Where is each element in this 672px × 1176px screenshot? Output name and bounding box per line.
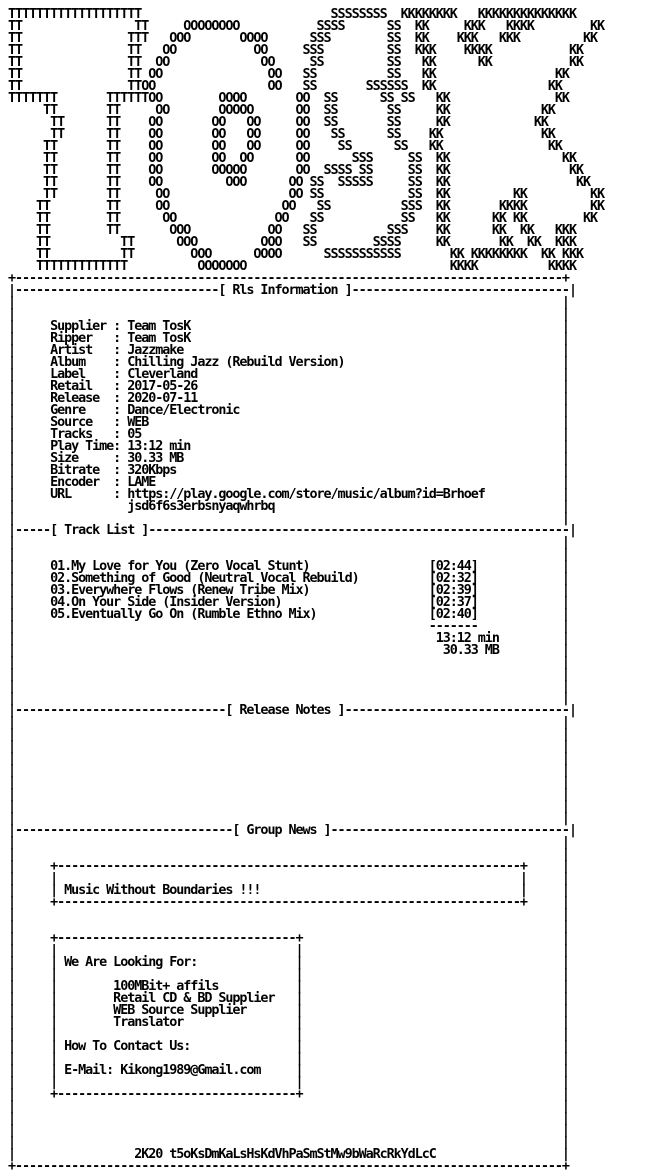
wanted-item: | | Retail CD & BD Supplier | |: [8, 991, 569, 1006]
section-header-group-news: |-------------------------------[ Group News ]----------------------------------|: [8, 823, 576, 838]
wanted-looking-for: | | We Are Looking For: | |: [8, 955, 569, 970]
track-row: | 02.Something of Good (Neutral Vocal Rebuild) [02:32] |: [8, 571, 569, 586]
info-ripper: | Ripper : Team TosK |: [8, 331, 569, 346]
top-rule: +------------------------------------------------------------------------------+: [8, 271, 569, 286]
blank-line: | |: [8, 727, 569, 742]
blank-line: | |: [8, 811, 569, 826]
wanted-email: | | E-Mail: Kikong1989@Gmail.com | |: [8, 1063, 569, 1078]
logo-line: TT TT OO OO SS SS KK KK KK: [8, 187, 605, 202]
blank-line: | |: [8, 739, 569, 754]
info-url: | URL : https://play.google.com/store/music/album?id=Brhoef |: [8, 487, 569, 502]
wanted-box-blank: | | | |: [8, 1051, 569, 1066]
section-header-release-notes: |------------------------------[ Release Notes ]--------------------------------|: [8, 703, 576, 718]
blank-line: | |: [8, 907, 569, 922]
blank-line: | |: [8, 655, 569, 670]
wanted-item: | | 100MBit+ affils | |: [8, 979, 569, 994]
info-label: | Label : Cleverland |: [8, 367, 569, 382]
info-supplier: | Supplier : Team TosK |: [8, 319, 569, 334]
track-row: | 04.On Your Side (Insider Version) [02:37] |: [8, 595, 569, 610]
logo-line: TT TT OOO OOOO SSSSSSSSSSS KK KKKKKKKK KK KKK: [8, 247, 583, 262]
track-row: | 03.Everywhere Flows (Renew Tribe Mix) [02:39] |: [8, 583, 569, 598]
logo-line: TTTTTTTTTTTTT OOOOOOO KKKK KKKK: [8, 259, 576, 274]
info-bitrate: | Bitrate : 320Kbps |: [8, 463, 569, 478]
info-source: | Source : WEB |: [8, 415, 569, 430]
info-encoder: | Encoder : LAME |: [8, 475, 569, 490]
info-album: | Album : Chilling Jazz (Rebuild Version) |: [8, 355, 569, 370]
logo-line: TT TT OOO OOO SS SSSS KK KK KK KKK: [8, 235, 576, 250]
logo-line: TT TT OOO OO SS SSS KK KK KK KKK: [8, 223, 576, 238]
logo-line: TT TT OO OO SS SS KK KK KK: [8, 55, 583, 70]
logo-line: TT TT OO OO SSS SS KKK KKKK KK: [8, 43, 583, 58]
logo-line: TT TT OO OO OO OO SS SS KK KK: [8, 127, 555, 142]
wanted-item: | | WEB Source Supplier | |: [8, 1003, 569, 1018]
info-release: | Release : 2020-07-11 |: [8, 391, 569, 406]
logo-line: TT TT OO OO SS SS KK KK KK KK: [8, 211, 597, 226]
logo-line: TT TT OO OO SS SSS KK KKKK KK: [8, 199, 605, 214]
wanted-box-top: | +----------------------------------+ |: [8, 931, 569, 946]
blank-line: | |: [8, 547, 569, 562]
logo-line: TT TT OO OO OO OO SS SS KK KK: [8, 115, 548, 130]
bottom-rule: +------------------------------------------------------------------------------+: [8, 1159, 569, 1174]
info-genre: | Genre : Dance/Electronic |: [8, 403, 569, 418]
blank-line: | |: [8, 1111, 569, 1126]
news-box-blank: | | | |: [8, 871, 569, 886]
news-box-top: | +------------------------------------------------------------------+ |: [8, 859, 569, 874]
track-row: | 01.My Love for You (Zero Vocal Stunt) [02:44] |: [8, 559, 569, 574]
info-play-time: | Play Time: 13:12 min |: [8, 439, 569, 454]
wanted-box-blank: | | | |: [8, 967, 569, 982]
logo-line: TT TTOO OO SS SSSSSS KK KK: [8, 79, 562, 94]
info-retail: | Retail : 2017-05-26 |: [8, 379, 569, 394]
nfo-document: [8, 9, 604, 1173]
info-url-continued: | jsd6f6s3erbsnyaqwhrbq |: [8, 499, 569, 514]
info-size: | Size : 30.33 MB |: [8, 451, 569, 466]
logo-line: TT TT OOOOOOOO SSSS SS KK KKK KKKK KK: [8, 19, 605, 34]
blank-line: | |: [8, 667, 569, 682]
blank-line: | |: [8, 1099, 569, 1114]
news-box-bottom: | +------------------------------------------------------------------+ |: [8, 895, 569, 910]
blank-line: | |: [8, 847, 569, 862]
logo-line: TT TT OO OO SS SS KK KK: [8, 67, 569, 82]
blank-line: | |: [8, 751, 569, 766]
blank-line: | |: [8, 535, 569, 550]
blank-line: | |: [8, 307, 569, 322]
signature-line: | 2K20 t5oKsDmKaLsHsKdVhPaSmStMw9bWaRcRkYdLcC |: [8, 1147, 569, 1162]
logo-line: TT TT OO OO OO OO SS SS KK KK: [8, 139, 562, 154]
track-total-time: | 13:12 min |: [8, 631, 569, 646]
logo-line: TT TT OO OOOOO OO SS SS KK KK: [8, 103, 555, 118]
wanted-box-blank: | | | |: [8, 1075, 569, 1090]
news-box-message: | | Music Without Boundaries !!! | |: [8, 883, 569, 898]
info-artist: | Artist : Jazzmake |: [8, 343, 569, 358]
info-tracks: | Tracks : 05 |: [8, 427, 569, 442]
wanted-box-blank: | | | |: [8, 943, 569, 958]
blank-line: | |: [8, 919, 569, 934]
blank-line: | |: [8, 715, 569, 730]
blank-line: | |: [8, 835, 569, 850]
blank-line: | |: [8, 691, 569, 706]
blank-line: | |: [8, 763, 569, 778]
track-row: | 05.Eventually Go On (Rumble Ethno Mix) [02:40] |: [8, 607, 569, 622]
blank-line: | |: [8, 1135, 569, 1150]
section-header-track-list: |-----[ Track List ]------------------------------------------------------------|: [8, 523, 576, 538]
blank-line: | |: [8, 511, 569, 526]
logo-line: TT TT OO OO OO OO SSS SS KK KK: [8, 151, 576, 166]
wanted-box-bottom: | +----------------------------------+ |: [8, 1087, 569, 1102]
logo-line: TT TT OO OOO OO SS SSSSS SS KK KK: [8, 175, 590, 190]
section-header-rls-information: |-----------------------------[ Rls Information ]-------------------------------|: [8, 283, 576, 298]
logo-line: TT TTT OOO OOOO SSS SS KK KKK KKK KK: [8, 31, 597, 46]
blank-line: | |: [8, 1123, 569, 1138]
logo-line: TT TT OO OOOOO OO SSSS SS SS KK KK: [8, 163, 583, 178]
blank-line: | |: [8, 775, 569, 790]
blank-line: | |: [8, 799, 569, 814]
track-total-rule: | ------- |: [8, 619, 569, 634]
blank-line: | |: [8, 787, 569, 802]
blank-line: | |: [8, 295, 569, 310]
track-total-size: | 30.33 MB |: [8, 643, 569, 658]
wanted-box-blank: | | | |: [8, 1027, 569, 1042]
wanted-item: | | Translator | |: [8, 1015, 569, 1030]
logo-line: TTTTTTT TTTTTTOO OOOO OO SS SS SS KK KK: [8, 91, 569, 106]
wanted-contact-heading: | | How To Contact Us: | |: [8, 1039, 569, 1054]
logo-line: TTTTTTTTTTTTTTTTTTT SSSSSSSS KKKKKKKK KKKKKKKKKKKKKK: [8, 7, 576, 22]
blank-line: | |: [8, 679, 569, 694]
